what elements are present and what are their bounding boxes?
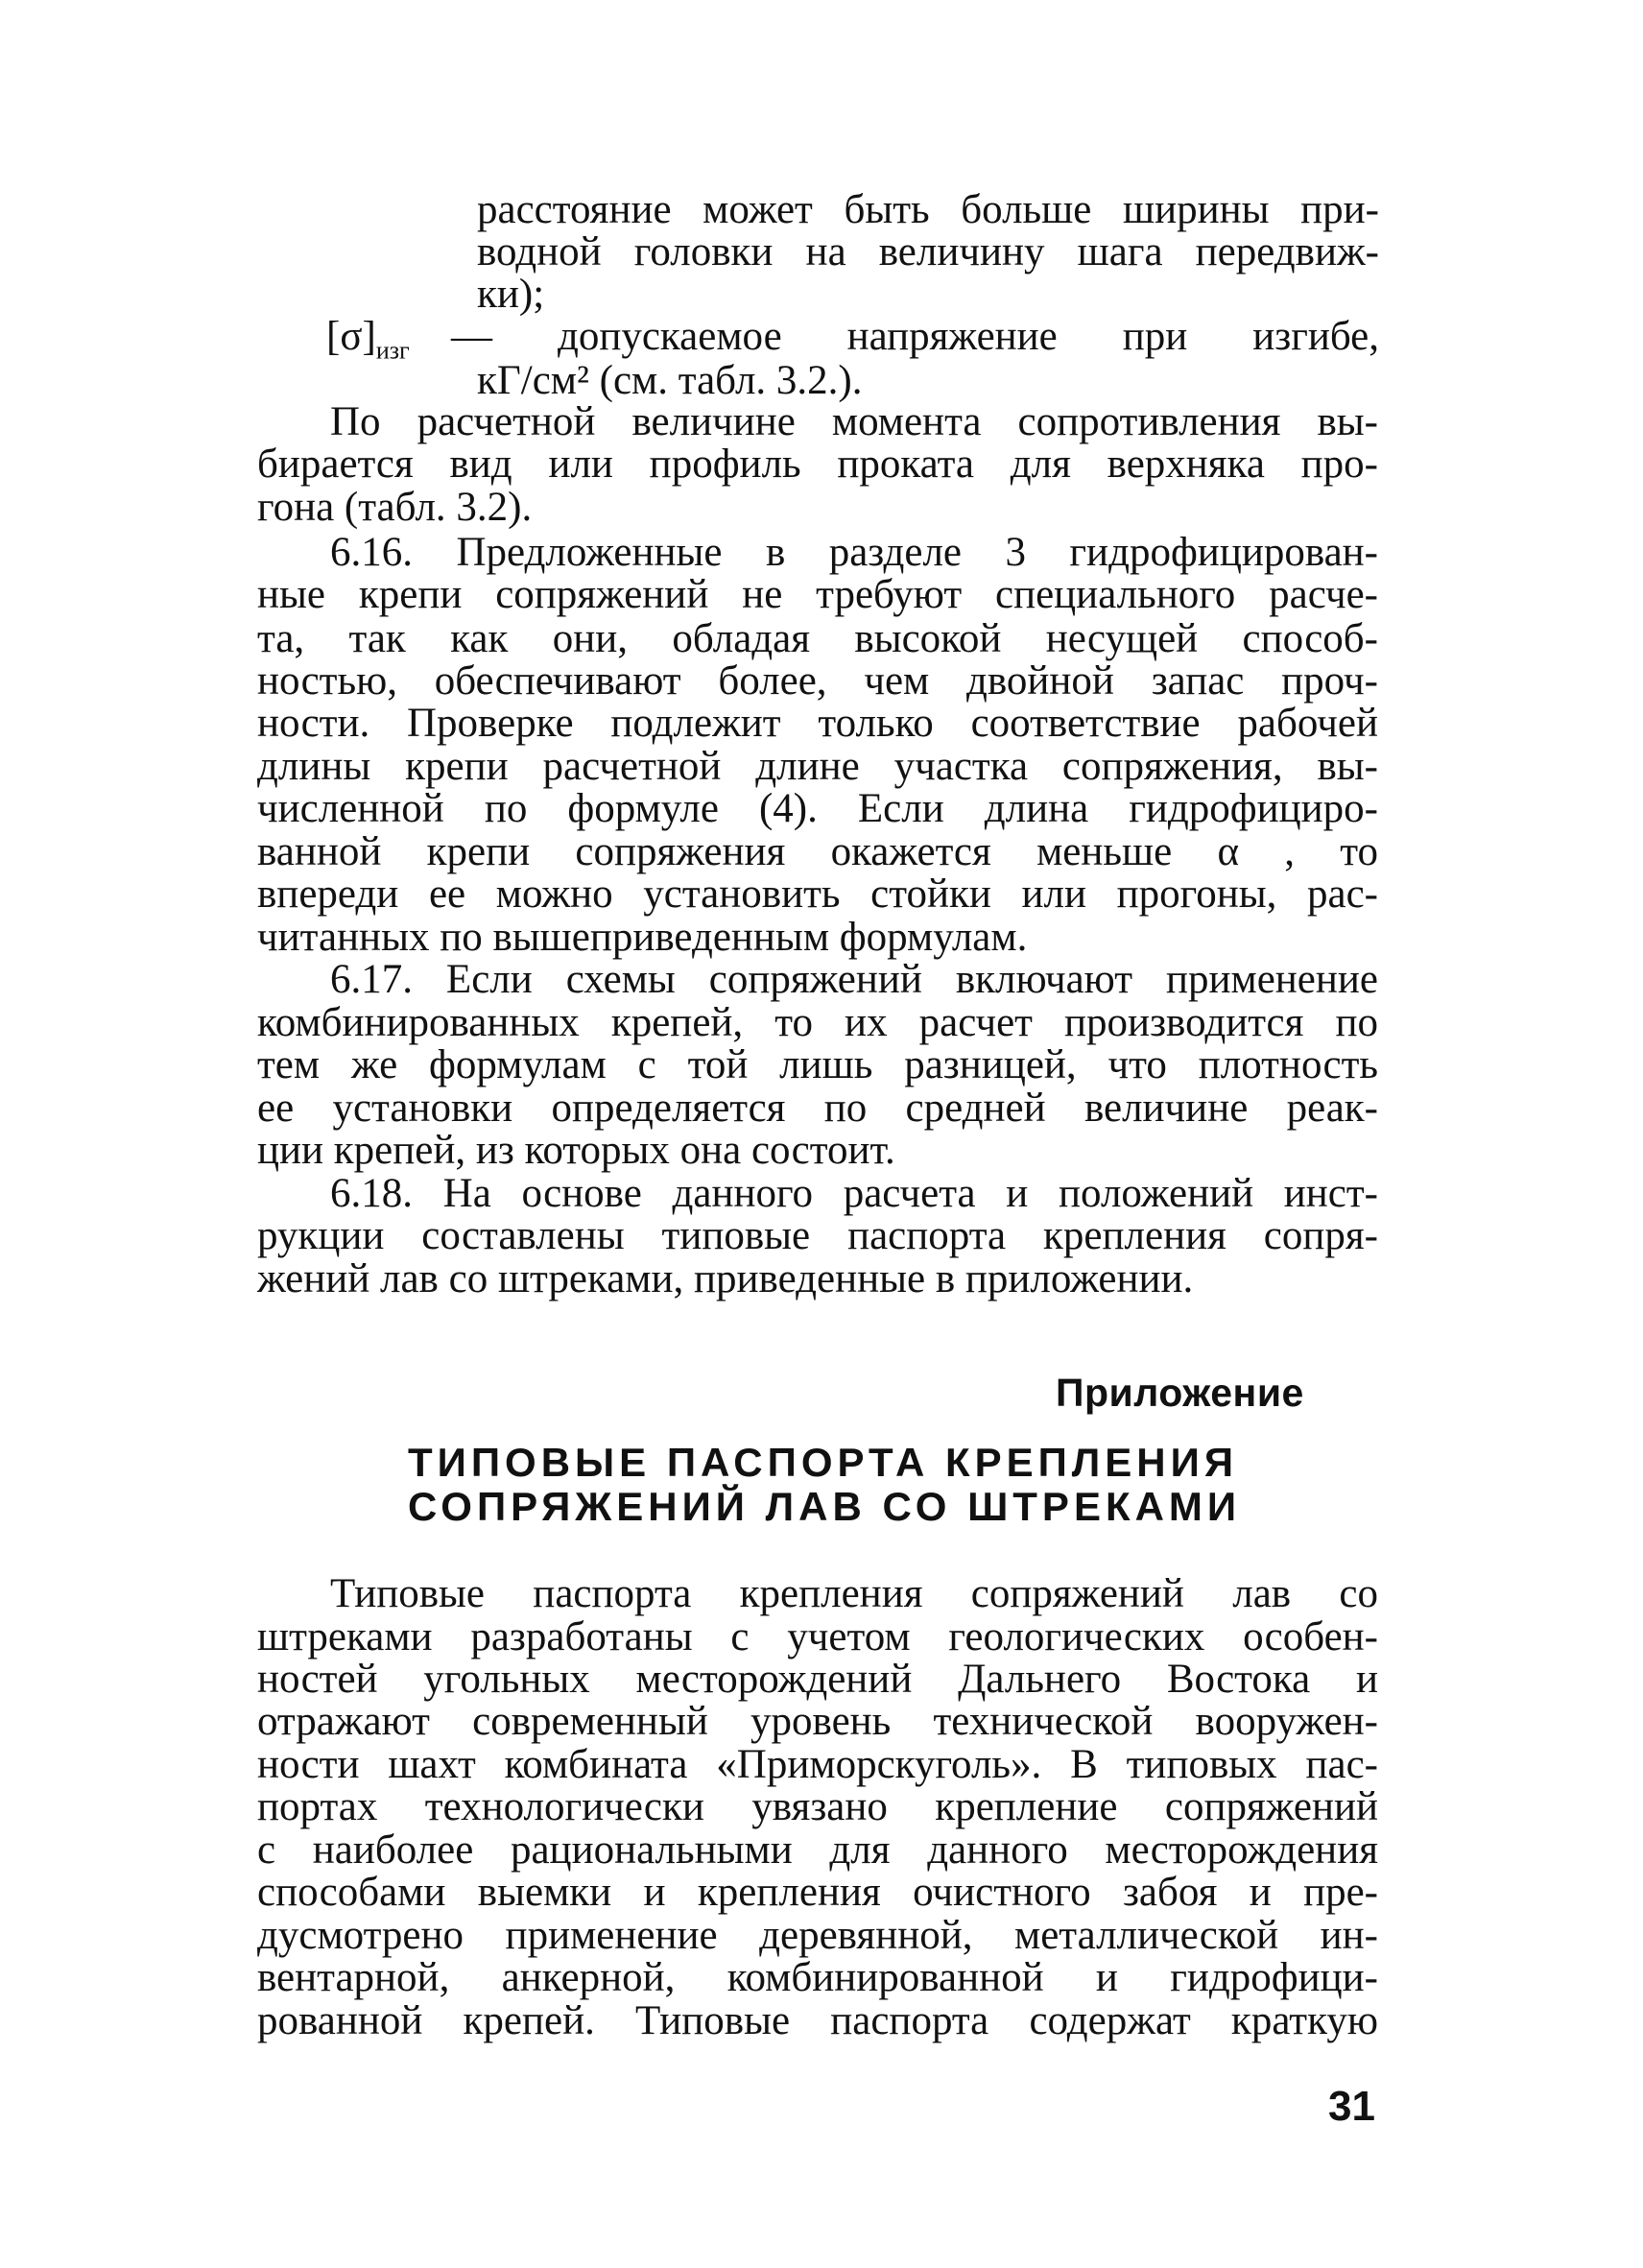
paragraph-line: ностью, обеспечивают более, чем двойной запас проч- — [257, 658, 1378, 704]
paragraph-line: комбинированных крепей, то их расчет производится по — [257, 1000, 1378, 1045]
page-number: 31 — [1328, 2083, 1375, 2130]
paragraph-line: По расчетной величине момента сопротивления вы- — [330, 399, 1378, 444]
paragraph-line: 6.18. На основе данного расчета и положений инст- — [330, 1171, 1378, 1216]
appendix-body-line: Типовые паспорта крепления сопряжений лав со — [330, 1571, 1378, 1616]
paragraph-line: бирается вид или профиль проката для верхняка про- — [257, 442, 1378, 487]
sigma-symbol-subscript: изг — [375, 336, 410, 365]
appendix-title-line: СОПРЯЖЕНИЙ ЛАВ СО ШТРЕКАМИ — [408, 1484, 1242, 1529]
appendix-body-line: ностей угольных месторождений Дальнего Востока и — [257, 1657, 1378, 1702]
appendix-body-line: рованной крепей. Типовые паспорта содержат краткую — [257, 1998, 1378, 2043]
sigma-units: кГ/см² (см. табл. 3.2.). — [477, 358, 863, 403]
definition-line: ки); — [477, 272, 545, 317]
paragraph-line: рукции составлены типовые паспорта крепления сопря- — [257, 1213, 1378, 1258]
paragraph-line: тем же формулам с той лишь разницей, что плотность — [257, 1042, 1378, 1087]
sigma-symbol-main: [σ] — [326, 314, 376, 359]
sigma-description: — допускаемое напряжение при изгибе, — [451, 314, 1379, 359]
paragraph-line: гона (табл. 3.2). — [257, 485, 533, 530]
appendix-body-line: дусмотрено применение деревянной, металлической ин- — [257, 1913, 1378, 1958]
paragraph-line: 6.16. Предложенные в разделе 3 гидрофицирован- — [330, 530, 1378, 575]
appendix-body-line: ности шахт комбината «Приморскуголь». В типовых пас- — [257, 1742, 1378, 1787]
paragraph-line: длины крепи расчетной длине участка сопряжения, вы- — [257, 744, 1378, 789]
appendix-label: Приложение — [1056, 1371, 1304, 1415]
paragraph-line: численной по формуле (4). Если длина гидрофициро- — [257, 786, 1378, 831]
paragraph-line: та, так как они, обладая высокой несущей способ- — [257, 616, 1378, 661]
appendix-body-line: отражают современный уровень технической вооружен- — [257, 1699, 1378, 1744]
appendix-body-line: вентарной, анкерной, комбинированной и гидрофици- — [257, 1955, 1378, 2000]
appendix-body-line: портах технологически увязано крепление сопряжений — [257, 1784, 1378, 1829]
definition-line: расстояние может быть больше ширины при- — [477, 187, 1379, 232]
paragraph-line: 6.17. Если схемы сопряжений включают применение — [330, 957, 1378, 1002]
appendix-body-line: способами выемки и крепления очистного забоя и пре- — [257, 1870, 1378, 1915]
sigma-symbol — [326, 314, 410, 374]
appendix-body-line: штреками разработаны с учетом геологических особен- — [257, 1614, 1378, 1659]
paragraph-line: ции крепей, из которых она состоит. — [257, 1128, 895, 1173]
paragraph-line: ности. Проверке подлежит только соответствие рабочей — [257, 701, 1378, 746]
paragraph-line: ные крепи сопряжений не требуют специального расче- — [257, 572, 1378, 617]
appendix-title-line: ТИПОВЫЕ ПАСПОРТА КРЕПЛЕНИЯ — [408, 1440, 1238, 1485]
paragraph-line: читанных по вышеприведенным формулам. — [257, 915, 1028, 960]
appendix-body-line: с наиболее рациональными для данного месторождения — [257, 1827, 1378, 1873]
paragraph-line: жений лав со штреками, приведенные в приложении. — [257, 1256, 1194, 1301]
paragraph-line: ванной крепи сопряжения окажется меньше α , то — [257, 829, 1378, 874]
paragraph-line: ее установки определяется по средней величине реак- — [257, 1086, 1378, 1131]
paragraph-line: впереди ее можно установить стойки или прогоны, рас- — [257, 871, 1378, 917]
definition-line: водной головки на величину шага передвиж- — [477, 229, 1379, 275]
